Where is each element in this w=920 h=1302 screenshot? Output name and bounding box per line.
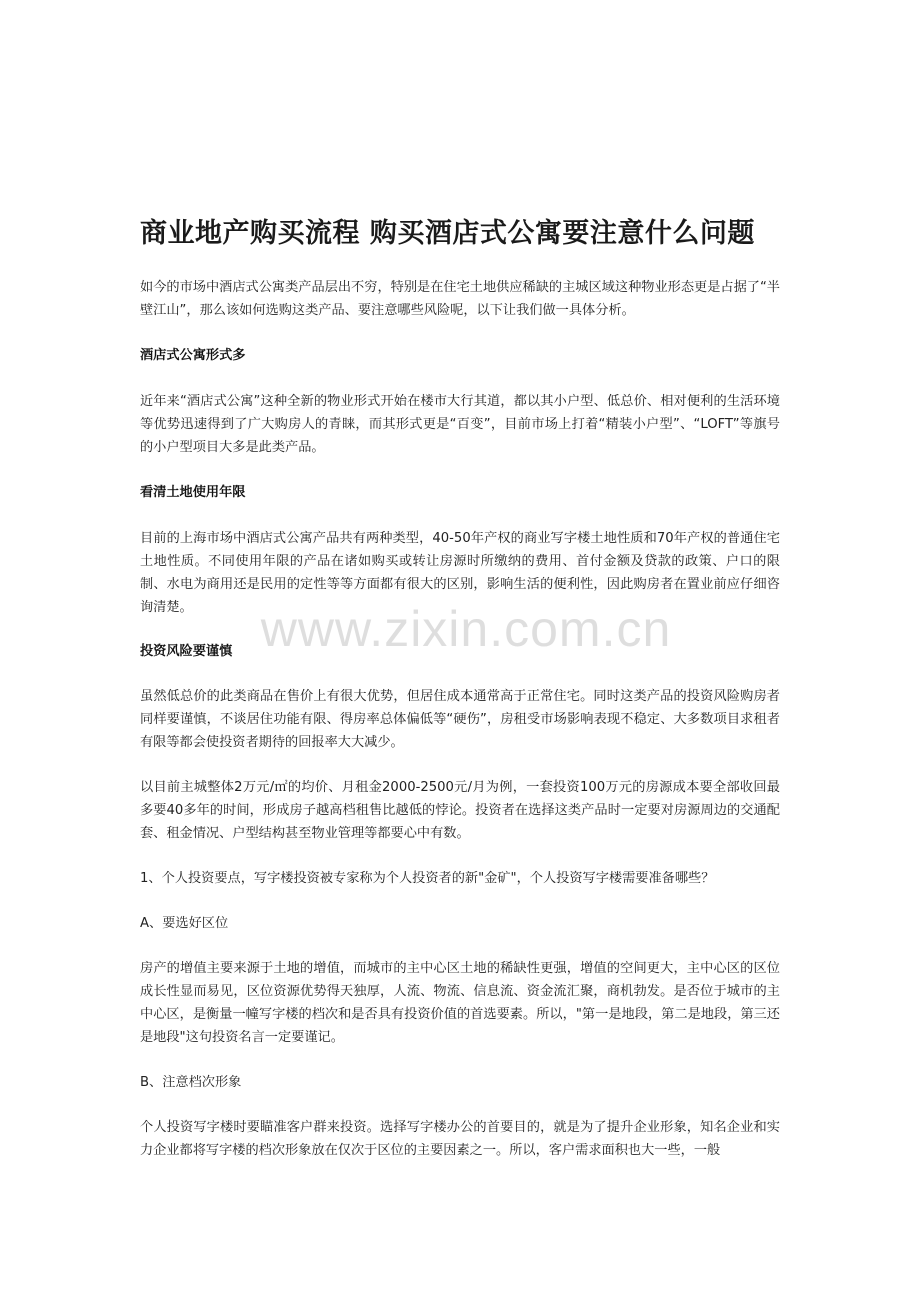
paragraph: 房产的增值主要来源于土地的增值，而城市的主中心区土地的稀缺性更强，增值的空间更大，主中心区的区位成长性显而易见，区位资源优势得天独厚，人流、物流、信息流、资金流汇聚，商机勃发。是否位于城市的主中心区，是衡量一幢写字楼的档次和是否具有投资价值的首选要素。所以，"第一是地段，第二是地段，第三还是地段"这句投资名言一定要谨记。 <box>140 961 780 1045</box>
paragraph: 目前的上海市场中酒店式公寓产品共有两种类型，40-50年产权的商业写字楼土地性质和70年产权的普通住宅土地性质。不同使用年限的产品在诸如购买或转让房源时所缴纳的费用、首付金额及贷款的政策、户口的限制、水电为商用还是民用的定性等等方面都有很大的区别，影响生活的便利性，因此购房者在置业前应仔细咨询清楚。 <box>140 531 780 615</box>
paragraph: 虽然低总价的此类商品在售价上有很大优势，但居住成本通常高于正常住宅。同时这类产品的投资风险购房者同样要谨慎，不谈居住功能有限、得房率总体偏低等“硬伤”，房租受市场影响表现不稳定、大多数项目求租者有限等都会使投资者期待的回报率大大减少。 <box>140 689 780 750</box>
watermark-text: www.zixin.com.cn <box>260 601 672 657</box>
paragraph: 1、个人投资要点，写字楼投资被专家称为个人投资者的新"金矿"，个人投资写字楼需要准备哪些？ <box>140 871 715 886</box>
section-heading: 看清土地使用年限 <box>140 485 246 500</box>
document-body <box>140 276 780 1162</box>
paragraph: 个人投资写字楼时要瞄准客户群来投资。选择写字楼办公的首要目的，就是为了提升企业形象，知名企业和实力企业都将写字楼的档次形象放在仅次于区位的主要因素之一。所以，客户需求面积也大一些，一般 <box>140 1120 780 1158</box>
section-heading: 酒店式公寓形式多 <box>140 348 246 363</box>
paragraph: B、注意档次形象 <box>140 1075 242 1090</box>
document-title: 商业地产购买流程 购买酒店式公寓要注意什么问题 <box>140 218 755 249</box>
paragraph: 如今的市场中酒店式公寓类产品层出不穷，特别是在住宅土地供应稀缺的主城区域这种物业形态更是占据了“半壁江山”，那么该如何选购这类产品、要注意哪些风险呢，以下让我们做一具体分析。 <box>140 280 780 318</box>
paragraph: 以目前主城整体2万元/㎡的均价、月租金2000-2500元/月为例，一套投资100万元的房源成本要全部收回最多要40多年的时间，形成房子越高档租售比越低的悖论。投资者在选择这类产品时一定要对房源周边的交通配套、租金情况、户型结构甚至物业管理等都要心中有数。 <box>140 780 780 841</box>
section-heading: 投资风险要谨慎 <box>140 644 233 659</box>
paragraph: A、要选好区位 <box>140 916 229 931</box>
paragraph: 近年来“酒店式公寓”这种全新的物业形式开始在楼市大行其道，都以其小户型、低总价、相对便利的生活环境等优势迅速得到了广大购房人的青睐，而其形式更是“百变”，目前市场上打着“精装小户型”、“LOFT”等旗号的小户型项目大多是此类产品。 <box>140 394 780 455</box>
